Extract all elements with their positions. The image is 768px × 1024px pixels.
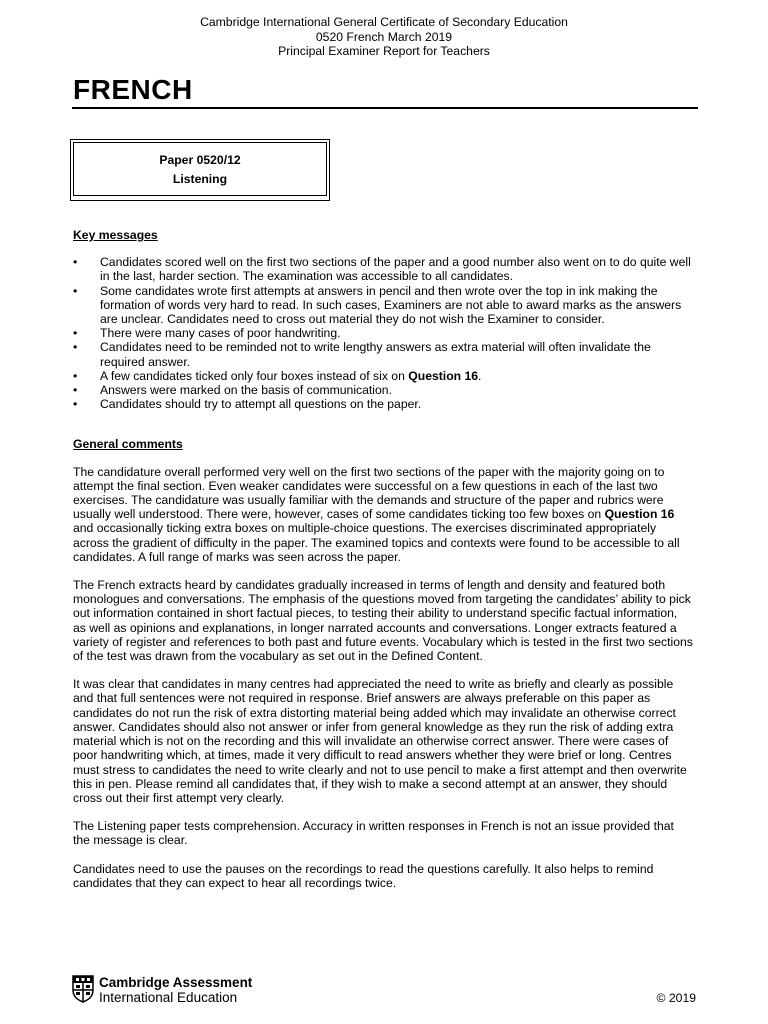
logo-line-1: Cambridge Assessment bbox=[99, 975, 253, 990]
report-content bbox=[73, 228, 693, 904]
paragraph: The French extracts heard by candidates gradually increased in terms of length and density and featured both monologues and conversations. The emphasis of the questions moved from targeting the candidates’ ability to pick out information contained in short factual pieces, to testing their ability to understand specific factual information, as well as opinions and explanations, in longer narrated accounts and conversations. Longer extracts featured a variety of register and references to both past and future events. Vocabulary which is tested in the first two sections of the test was drawn from the vocabulary as set out in the Defined Content. bbox=[73, 578, 693, 664]
question-reference: Question 16 bbox=[604, 507, 675, 522]
list-item bbox=[73, 369, 693, 383]
paper-component: Listening bbox=[172, 172, 228, 186]
list-item bbox=[73, 397, 693, 411]
cambridge-logo bbox=[72, 975, 272, 1005]
header-line-1: Cambridge International General Certificate of Secondary Education bbox=[200, 15, 568, 29]
bullet-icon: • bbox=[73, 326, 78, 341]
paper-box-inner bbox=[73, 142, 327, 196]
bullet-icon: • bbox=[73, 255, 78, 270]
bullet-icon: • bbox=[73, 340, 78, 355]
list-item-text: There were many cases of poor handwriting. bbox=[100, 326, 341, 341]
header-line-3: Principal Examiner Report for Teachers bbox=[278, 44, 490, 58]
key-messages-list bbox=[73, 255, 693, 411]
paper-box bbox=[70, 139, 330, 201]
list-item bbox=[73, 383, 693, 397]
crest-icon bbox=[72, 975, 94, 1003]
logo-line-2: International Education bbox=[99, 990, 238, 1005]
list-item bbox=[73, 284, 693, 327]
paper-code: Paper 0520/12 bbox=[159, 153, 241, 167]
bullet-icon: • bbox=[73, 397, 78, 412]
paragraph: The Listening paper tests comprehension. Accuracy in written responses in French is not an issue provided that the message is clear. bbox=[73, 819, 674, 848]
list-item-text: Answers were marked on the basis of communication. bbox=[100, 383, 392, 398]
question-reference: Question 16 bbox=[408, 368, 479, 383]
key-messages-heading: Key messages bbox=[73, 228, 158, 242]
paragraph: It was clear that candidates in many centres had appreciated the need to write as briefly and clearly as possible and that full sentences were not required in response. Brief answers are always preferable on this paper as candidates do not run the risk of extra distorting material being added which may invalidate an otherwise correct answer. Candidates should also not answer or infer from general knowledge as they run the risk of adding extra material which is not on the recording and this will invalidate an otherwise correct answer. There were cases of poor handwriting which, at times, made it very difficult to read answers whether they were brief or long. Centres must stress to candidates the need to write clearly and not to use pencil to make a first attempt and then overwrite this in pen. Please remind all candidates that, if they wish to make a second attempt at an answer, they should cross out their first attempt very clearly. bbox=[73, 677, 687, 805]
copyright: © 2019 bbox=[656, 991, 696, 1005]
list-item-text: Candidates scored well on the first two sections of the paper and a good number also went on to do quite well in the last, harder section. The examination was accessible to all candidates. bbox=[100, 255, 691, 284]
list-item bbox=[73, 255, 693, 283]
paragraph: The candidature overall performed very well on the first two sections of the paper with the majority going on to attempt the final section. Even weaker candidates were successful on a few questions in each of the last two exercises. The candidature was usually familiar with the demands and structure of the paper and rubrics were usually well understood. There were, however, cases of some candidates ticking too few boxes on Question 16 and occasionally ticking extra boxes on multiple-choice questions. The exercises discriminated appropriately across the gradient of difficulty in the paper. The examined topics and contexts were found to be accessible to all candidates. A full range of marks was seen across the paper. bbox=[73, 464, 680, 564]
general-comments-heading: General comments bbox=[73, 437, 183, 452]
paragraph: Candidates need to use the pauses on the recordings to read the questions carefully. It also helps to remind candidates that they can expect to hear all recordings twice. bbox=[73, 861, 654, 890]
list-item-text: Some candidates wrote first attempts at answers in pencil and then wrote over the top in ink making the formation of words very hard to read. In such cases, Examiners are not able to award marks as the answers are unclear. Candidates need to cross out material they do not wish the Examiner to consider. bbox=[100, 283, 682, 327]
subject-title: FRENCH bbox=[73, 74, 193, 105]
header-line-2: 0520 French March 2019 bbox=[315, 29, 453, 44]
list-item-text: Candidates need to be reminded not to write lengthy answers as extra material will often invalidate the required answer. bbox=[100, 340, 651, 369]
title-rule bbox=[72, 107, 698, 109]
bullet-icon: • bbox=[73, 283, 78, 298]
bullet-icon: • bbox=[73, 368, 78, 383]
list-item bbox=[73, 326, 693, 340]
list-item-text: Candidates should try to attempt all questions on the paper. bbox=[100, 397, 422, 412]
bullet-icon: • bbox=[73, 383, 78, 398]
list-item-text: A few candidates ticked only four boxes instead of six on Question 16. bbox=[100, 368, 482, 383]
report-header bbox=[0, 15, 768, 59]
list-item bbox=[73, 340, 693, 368]
